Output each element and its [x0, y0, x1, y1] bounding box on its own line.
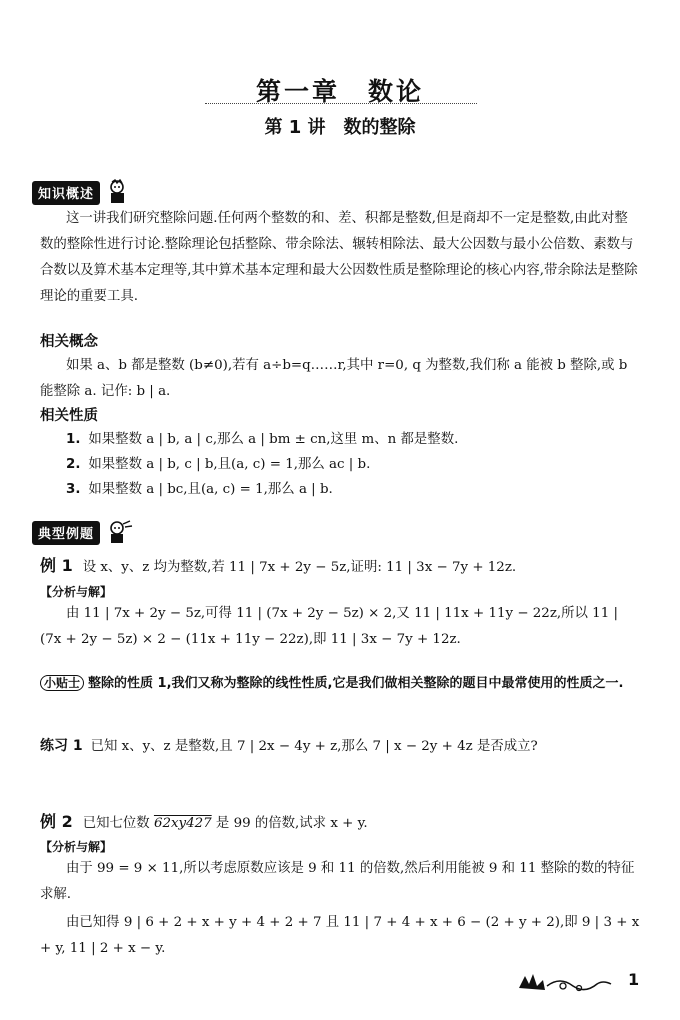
practice1-label: 练习 1 [40, 738, 83, 754]
tip-text: 整除的性质 1,我们又称为整除的线性性质,它是我们做相关整除的题目中最常使用的性质之一. [88, 676, 624, 691]
example2-question-pre: 已知七位数 [82, 816, 150, 831]
property-item [66, 427, 646, 452]
practice1-text: 已知 x、y、z 是整数,且 7 | 2x − 4y + z,那么 7 | x − 2y + 4z 是否成立? [90, 739, 538, 754]
example1-question-line [40, 553, 650, 581]
example2-solution1: 由于 99 = 9 × 11,所以考虑原数应该是 9 和 11 的倍数,然后利用能被 9 和 11 整除的数的特征求解. [40, 861, 635, 902]
concept-heading: 相关概念 [40, 334, 98, 350]
overview-text: 这一讲我们研究整除问题.任何两个整数的和、差、积都是整数,但是商却不一定是整数,由此对整数的整除性进行讨论.整除理论包括整除、带余除法、辗转相除法、最大公因数与最小公倍数、素数与合数以及算术基本定理等,其中算术基本定理和最大公因数性质是整除理论的核心内容,带余除法是整除理论的重要工具. [40, 211, 638, 304]
cartoon-figure-icon [103, 518, 135, 548]
example1-label: 例 1 [40, 556, 73, 575]
page-number: 1 [628, 970, 640, 989]
practice1-line [40, 733, 650, 760]
concept-text: 如果 a、b 都是整数 (b≠0),若有 a÷b=q……r,其中 r=0, q 为整数,我们称 a 能被 b 整除,或 b 能整除 a. 记作: b | a. [40, 358, 628, 399]
overview-header-block [32, 178, 133, 208]
example2-number: 62xy427 [153, 816, 212, 831]
tip-label: 小贴士 [40, 675, 84, 691]
footer-ornament-icon [515, 968, 615, 996]
chapter-title: 第一章 数论 [255, 77, 424, 106]
property-number: 2. [66, 457, 81, 472]
example2-label: 例 2 [40, 812, 73, 831]
example2-question-post: 是 99 的倍数,试求 x + y. [215, 816, 368, 831]
tip-block [40, 671, 640, 696]
lecture-title: 第 1 讲 数的整除 [264, 117, 416, 138]
overview-header: 知识概述 [32, 181, 100, 205]
properties-heading: 相关性质 [40, 408, 98, 424]
example2-analysis-label: 【分析与解】 [40, 840, 113, 854]
example2-solution2: 由已知得 9 | 6 + 2 + x + y + 4 + 2 + 7 且 11 | 7 + 4 + x + 6 − (2 + y + 2),即 9 | 3 + x + y, 11 | 2 + x − y. [40, 915, 640, 956]
property-number: 1. [66, 432, 81, 447]
property-number: 3. [66, 482, 81, 497]
property-text: 如果整数 a | bc,且(a, c) = 1,那么 a | b. [88, 482, 333, 497]
example1-solution: 由 11 | 7x + 2y − 5z,可得 11 | (7x + 2y − 5z) × 2,又 11 | 11x + 11y − 22z,所以 11 | (7x + 2y − 5z) × 2 − (11x + 11y − 22z),即 11 | 3x − 7y + 12z. [40, 606, 618, 647]
property-text: 如果整数 a | b, c | b,且(a, c) = 1,那么 ac | b. [88, 457, 371, 472]
cartoon-figure-icon [103, 178, 133, 208]
example1-question: 设 x、y、z 均为整数,若 11 | 7x + 2y − 5z,证明: 11 | 3x − 7y + 12z. [82, 560, 517, 575]
title-divider [205, 103, 477, 104]
property-item [66, 452, 646, 477]
example2-question-line [40, 809, 650, 837]
property-text: 如果整数 a | b, a | c,那么 a | bm ± cn,这里 m、n 都是整数. [88, 432, 459, 447]
examples-header-block [32, 518, 135, 548]
example1-analysis-label: 【分析与解】 [40, 585, 113, 599]
property-item [66, 477, 646, 502]
examples-header: 典型例题 [32, 521, 100, 545]
